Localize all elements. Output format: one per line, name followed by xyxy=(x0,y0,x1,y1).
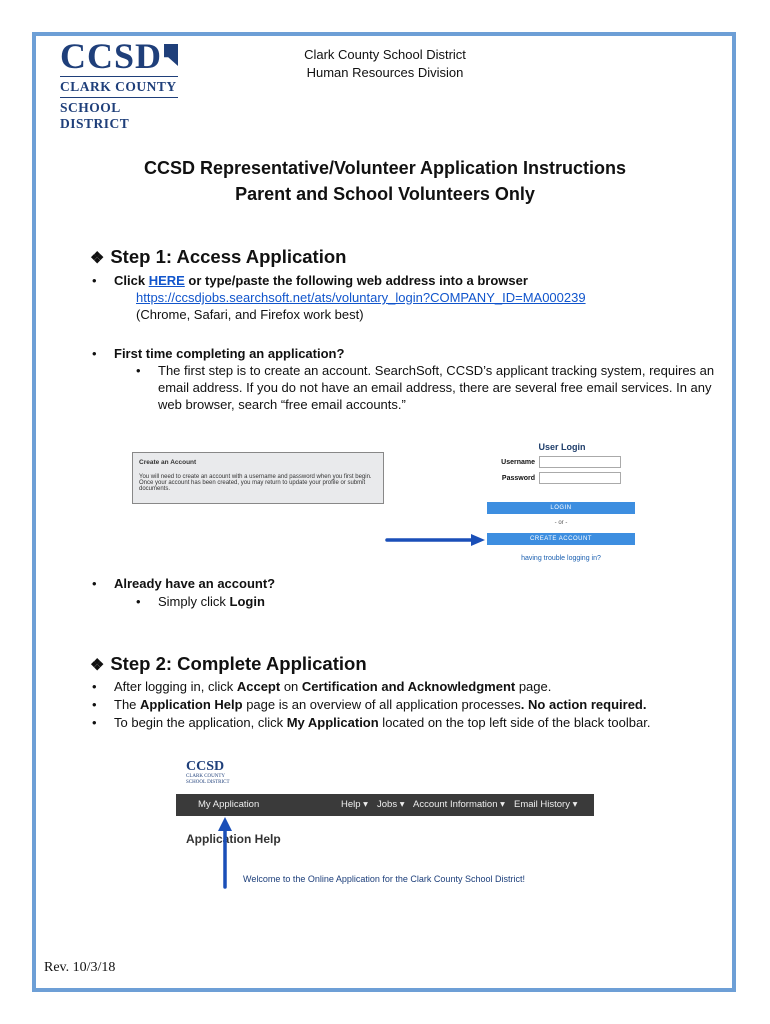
create-account-button[interactable]: CREATE ACCOUNT xyxy=(487,533,635,545)
document-title xyxy=(80,155,690,207)
login-button[interactable]: LOGIN xyxy=(487,502,635,514)
here-link[interactable]: HERE xyxy=(148,273,185,288)
existing-account-instructions: • Simply click Login xyxy=(136,594,265,609)
step2-bullet1: • After logging in, click Accept on Certification and Acknowledgment page. xyxy=(92,679,552,694)
logo-line2: SCHOOL DISTRICT xyxy=(60,100,130,131)
title-line2: Parent and School Volunteers Only xyxy=(235,184,535,204)
logo-abbr: CCSD xyxy=(60,36,163,76)
first-time-instructions: • The first step is to create an account. SearchSoft, CCSD’s applicant tracking system, requires an email address. If you do not have an email address, there are several free email services. In any web browser, search “free email accounts.” xyxy=(136,363,715,412)
mini-ccsd-logo xyxy=(186,760,230,786)
create-account-panel xyxy=(132,452,384,504)
application-url-link[interactable]: https://ccsdjobs.searchsoft.net/ats/voluntary_login?COMPANY_ID=MA000239 xyxy=(136,290,586,305)
step1-heading: ❖ Step 1: Access Application xyxy=(90,246,347,267)
district-header xyxy=(260,46,510,82)
step1-bullet1: • Click HERE or type/paste the following web address into a browser xyxy=(92,273,528,288)
step2-bullet2: • The Application Help page is an overview of all application processes. No action required. xyxy=(92,697,647,712)
create-account-text: You will need to create an account with a username and password when you first begin. Once your account has been created, you may return to update your profile or submit documents. xyxy=(139,474,372,492)
browser-note: (Chrome, Safari, and Firefox work best) xyxy=(136,307,364,322)
user-login-panel xyxy=(487,442,637,484)
division-name: Human Resources Division xyxy=(306,65,464,80)
step2-heading: ❖ Step 2: Complete Application xyxy=(90,653,367,674)
or-separator: - or - xyxy=(554,520,568,526)
diamond-bullet-icon: ❖ xyxy=(90,657,105,674)
title-line1: CCSD Representative/Volunteer Application Instructions xyxy=(143,158,627,178)
create-account-title: Create an Account xyxy=(139,459,197,466)
step1-bullet3: • Already have an account? xyxy=(92,576,276,591)
welcome-message: Welcome to the Online Application for the Clark County School District! xyxy=(243,874,525,884)
user-login-title: User Login xyxy=(538,442,586,452)
help-menu[interactable]: Help ▾ xyxy=(341,799,368,810)
email-history-menu[interactable]: Email History ▾ xyxy=(514,799,578,810)
revision-date: Rev. 10/3/18 xyxy=(44,960,116,975)
password-label: Password xyxy=(501,474,535,482)
mini-logo-abbr: CCSD xyxy=(186,759,225,774)
arrow-up-icon xyxy=(217,815,233,891)
password-field[interactable] xyxy=(539,472,621,484)
arrow-right-icon xyxy=(385,533,487,547)
jobs-menu[interactable]: Jobs ▾ xyxy=(377,799,405,810)
diamond-bullet-icon: ❖ xyxy=(90,250,105,267)
logo-line1: CLARK COUNTY xyxy=(60,79,177,94)
my-application-menu[interactable]: My Application xyxy=(198,799,260,810)
account-information-menu[interactable]: Account Information ▾ xyxy=(413,799,505,810)
nevada-flag-icon xyxy=(164,44,178,66)
ccsd-logo xyxy=(60,38,180,132)
black-toolbar xyxy=(176,794,594,816)
district-name: Clark County School District xyxy=(304,47,466,62)
step2-bullet3: • To begin the application, click My Application located on the top left side of the black toolbar. xyxy=(92,715,651,730)
step1-bullet2: • First time completing an application? xyxy=(92,346,345,361)
mini-logo-line1: CLARK COUNTY xyxy=(186,774,226,779)
mini-logo-line2: SCHOOL DISTRICT xyxy=(186,780,230,785)
application-help-title: Application Help xyxy=(186,832,281,846)
username-field[interactable] xyxy=(539,456,621,468)
username-label: Username xyxy=(501,458,535,466)
trouble-logging-in-link[interactable]: having trouble logging in? xyxy=(521,555,601,562)
